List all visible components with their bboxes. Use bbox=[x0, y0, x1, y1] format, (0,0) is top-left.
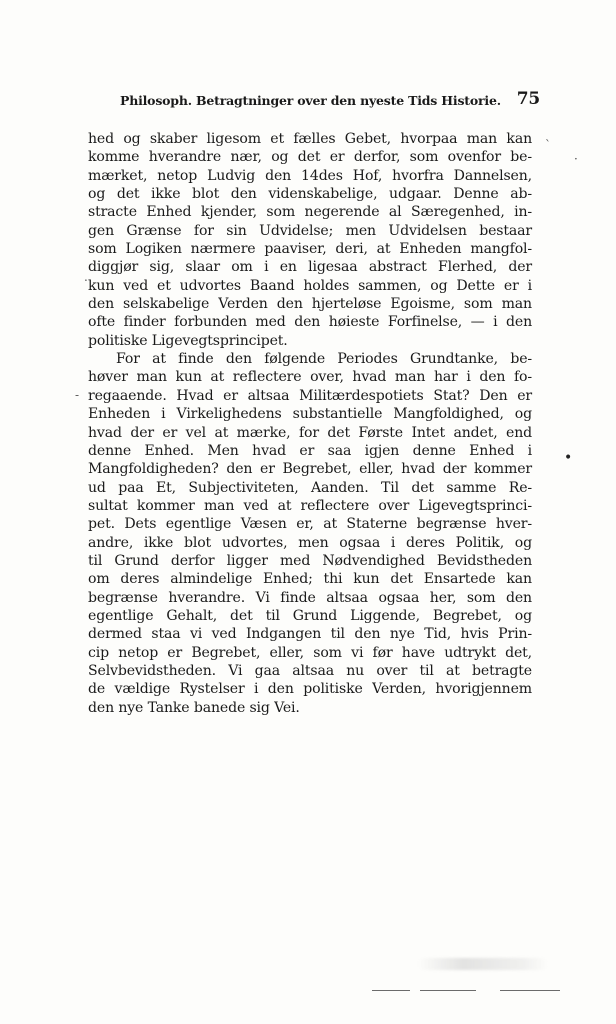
text-line: sultat kommer man ved at reflectere over Ligevegtsprinci- bbox=[88, 497, 532, 514]
text-line: cip netop er Begrebet, eller, som vi før have udtrykt det, bbox=[88, 644, 532, 661]
margin-speck: • bbox=[564, 450, 573, 466]
text-line: den selskabelige Verden den hjerteløse Egoisme, som man bbox=[88, 296, 532, 313]
page-number: 75 bbox=[516, 89, 540, 109]
text-line: pet. Dets egentlige Væsen er, at Staterne begrænse hver- bbox=[88, 516, 532, 533]
text-line: og det ikke blot den videnskabelige, udgaar. Denne ab- bbox=[88, 186, 532, 203]
text-line: kun ved et udvortes Baand holdes sammen, og Dette er i bbox=[88, 277, 532, 294]
text-line: andre, ikke blot udvortes, men ogsaa i deres Politik, og bbox=[88, 534, 532, 551]
bottom-rule bbox=[420, 990, 476, 991]
text-line: ofte finder forbunden med den høieste Forfinelse, — i den bbox=[88, 314, 532, 331]
text-line: Selvbevidstheden. Vi gaa altsaa nu over til at betragte bbox=[88, 662, 532, 679]
text-line: Mangfoldigheden? den er Begrebet, eller, hvad der kommer bbox=[88, 461, 532, 478]
text-line: ud paa Et, Subjectiviteten, Aanden. Til det samme Re- bbox=[88, 479, 532, 496]
text-line: mærket, netop Ludvig den 14des Hof, hvorfra Dannelsen, bbox=[88, 167, 532, 184]
running-title: Philosoph. Betragtninger over den nyeste Tids Historie. bbox=[120, 93, 501, 108]
text-line: om deres almindelige Enhed; thi kun det Ensartede kan bbox=[88, 571, 532, 588]
text-line: gen Grænse for sin Udvidelse; men Udvidelsen bestaar bbox=[88, 222, 532, 239]
body-text bbox=[88, 130, 532, 717]
margin-speck: . bbox=[84, 270, 88, 284]
text-line: hvad der er vel at mærke, for det Første Intet andet, end bbox=[88, 424, 532, 441]
text-line: regaaende. Hvad er altsaa Militærdespotiets Stat? Den er bbox=[88, 387, 532, 404]
margin-speck: · bbox=[574, 152, 578, 166]
running-head bbox=[120, 90, 540, 112]
margin-speck: - bbox=[75, 388, 80, 402]
margin-speck: ` bbox=[545, 138, 551, 152]
text-line: diggjør sig, slaar om i en ligesaa abstract Flerhed, der bbox=[88, 259, 532, 276]
text-line: som Logiken nærmere paaviser, deri, at Enheden mangfol- bbox=[88, 241, 532, 258]
bottom-rule bbox=[500, 990, 560, 991]
text-line: begrænse hverandre. Vi finde altsaa ogsaa her, som den bbox=[88, 589, 532, 606]
text-line: hed og skaber ligesom et fælles Gebet, hvorpaa man kan bbox=[88, 131, 532, 147]
faded-library-stamp bbox=[418, 958, 548, 970]
text-line: til Grund derfor ligger med Nødvendighed Bevidstheden bbox=[88, 552, 532, 569]
text-line: de vældige Rystelser i den politiske Verden, hvorigjennem bbox=[88, 681, 532, 698]
paragraph-end-line: politiske Ligevegtsprincipet. bbox=[88, 332, 288, 349]
text-line: dermed staa vi ved Indgangen til den nye Tid, hvis Prin- bbox=[88, 626, 532, 643]
bottom-rule bbox=[372, 990, 410, 991]
paragraph-first-line: For at finde den følgende Periodes Grundtanke, be- bbox=[116, 351, 532, 368]
paragraph-end-line: den nye Tanke banede sig Vei. bbox=[88, 699, 300, 716]
text-line: stracte Enhed kjender, som negerende al Særegenhed, in- bbox=[88, 204, 532, 221]
text-line: denne Enhed. Men hvad er saa igjen denne Enhed i bbox=[88, 442, 532, 459]
text-line: egentlige Gehalt, det til Grund Liggende, Begrebet, og bbox=[88, 607, 532, 624]
text-line: høver man kun at reflectere over, hvad man har i den fo- bbox=[88, 369, 532, 386]
text-line: komme hverandre nær, og det er derfor, som ovenfor be- bbox=[88, 149, 532, 166]
text-line: Enheden i Virkelighedens substantielle Mangfoldighed, og bbox=[88, 406, 532, 423]
